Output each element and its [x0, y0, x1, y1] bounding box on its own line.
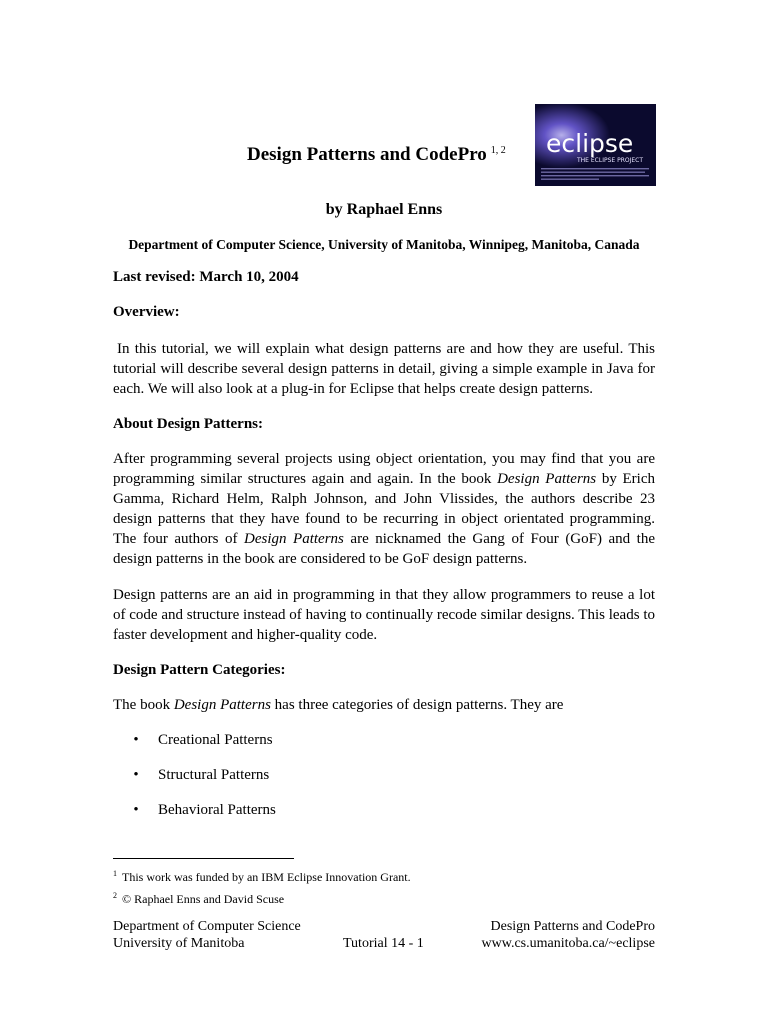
footer-left	[113, 918, 301, 952]
bullet: •	[133, 732, 139, 748]
footer-right	[482, 918, 655, 952]
categories-heading: Design Pattern Categories:	[113, 662, 286, 678]
list-item-label: Structural Patterns	[158, 767, 270, 783]
about-paragraph-2: Design patterns are an aid in programming in that they allow programmers to reuse a lot of code and structure instead of having to continually recode similar designs. This leads to faster development and higher-quality code.	[113, 587, 655, 643]
author-line: by Raphael Enns	[325, 201, 443, 218]
about-p1-part3: are nicknamed the Gang of Four (GoF) and the design patterns in the book are considered to be GoF design patterns.	[113, 531, 656, 567]
title-text: Design Patterns and CodePro	[247, 144, 487, 165]
footer-university: University of Manitoba	[113, 936, 245, 951]
bullet: •	[133, 767, 139, 783]
categories-intro	[113, 695, 655, 715]
eclipse-logo	[535, 104, 656, 186]
footer-page-number: Tutorial 14 - 1	[343, 936, 424, 951]
overview-heading: Overview:	[113, 304, 180, 320]
logo-tagline: THE ECLIPSE PROJECT	[577, 157, 644, 164]
overview-paragraph: In this tutorial, we will explain what design patterns are and how they are useful. This tutorial will describe several design patterns in detail, giving a simple example in Java for each. We will also look at a plug-in for Eclipse that helps create design patterns.	[113, 341, 655, 397]
footnote-text: This work was funded by an IBM Eclipse Innovation Grant.	[122, 870, 411, 884]
about-p1-part2: by Erich Gamma, Richard Helm, Ralph Johnson, and John Vlissides, the authors describe 23 design patterns that they have found to be recurring in object orientated programming. The four authors of	[113, 471, 656, 547]
title-footnote-marks: 1, 2	[490, 144, 506, 156]
footer-doc-title: Design Patterns and CodePro	[490, 919, 655, 934]
footnote-mark: 2	[113, 891, 117, 900]
department-line: Department of Computer Science, University of Manitoba, Winnipeg, Manitoba, Canada	[128, 237, 640, 252]
eclipse-logo-graphic	[535, 104, 656, 186]
about-heading: About Design Patterns:	[113, 416, 263, 432]
footnote-2	[113, 888, 284, 907]
about-paragraph-1	[113, 449, 655, 569]
categories-intro-part1: The book	[113, 697, 174, 713]
list-item-label: Creational Patterns	[158, 732, 273, 748]
footnote-1	[113, 866, 411, 885]
footnote-mark: 1	[113, 869, 117, 878]
footnote-text: © Raphael Enns and David Scuse	[122, 892, 285, 906]
about-p1-part1: After programming several projects using object orientation, you may find that you are programming similar structures again and again. In the book	[113, 451, 655, 487]
logo-wordmark: eclipse	[546, 129, 634, 158]
last-revised: Last revised: March 10, 2004	[113, 269, 299, 285]
page-title	[247, 144, 506, 166]
bullet: •	[133, 802, 139, 818]
footer-url[interactable]: www.cs.umanitoba.ca/~eclipse	[481, 936, 655, 951]
footnote-rule	[113, 858, 294, 859]
book-title: Design Patterns	[173, 697, 271, 713]
list-item-label: Behavioral Patterns	[158, 802, 276, 818]
book-title: Design Patterns	[244, 531, 344, 547]
categories-intro-part2: has three categories of design patterns. They are	[270, 697, 564, 713]
book-title: Design Patterns	[497, 471, 597, 487]
footer-department: Department of Computer Science	[113, 919, 301, 934]
